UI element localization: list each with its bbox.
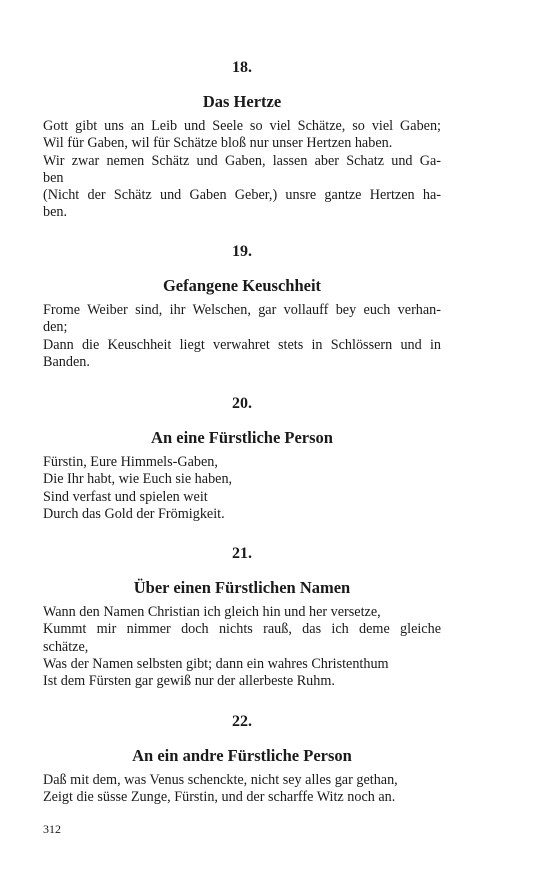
poem-title: Über einen Fürstlichen Namen: [133, 578, 351, 597]
poem-body: [43, 604, 441, 690]
poem-line: Dann die Keuschheit liegt verwahret stets in Schlössern und in: [43, 336, 441, 353]
poem-line: (Nicht der Schätz und Gaben Geber,) unsre gantze Hertzen ha-: [43, 187, 441, 204]
poem-line: Fürstin, Eure Himmels-Gaben,: [43, 454, 218, 470]
poem-body: [43, 118, 441, 222]
poem-line: ben.: [43, 204, 68, 221]
poem-line: Banden.: [43, 353, 90, 370]
poem-title: Das Hertze: [202, 92, 282, 111]
poem-number: 18.: [232, 59, 252, 76]
poem-number: 22.: [232, 713, 252, 730]
poem-line: Wir zwar nemen Schätz und Gaben, lassen aber Schatz und Ga-: [43, 152, 441, 169]
poem-line: ben: [43, 169, 64, 186]
poem-title: An ein andre Fürstliche Person: [132, 746, 352, 765]
poem-number: 21.: [232, 545, 252, 562]
poem-line: Durch das Gold der Frömigkeit.: [43, 505, 225, 522]
poem-line: Kummt mir nimmer doch nichts rauß, das ich deme gleiche: [43, 621, 441, 638]
poem-line: Wil für Gaben, wil für Schätze bloß nur unser Hertzen haben.: [43, 135, 393, 152]
page-number: 312: [43, 822, 61, 836]
poem-title: Gefangene Keuschheit: [162, 276, 322, 295]
poem-line: Wann den Namen Christian ich gleich hin und her versetze,: [43, 604, 381, 620]
poem-number: 20.: [232, 395, 252, 412]
poem-number: 19.: [232, 243, 252, 260]
poem-line: Zeigt die süsse Zunge, Fürstin, und der scharffe Witz noch an.: [43, 789, 396, 806]
poem-line: Sind verfast und spielen weit: [43, 488, 208, 505]
poem-line: den;: [43, 319, 68, 336]
poem-body: [43, 302, 441, 371]
poem-line: Frome Weiber sind, ihr Welschen, gar vollauff bey euch verhan-: [43, 302, 441, 318]
poem-line: schätze,: [43, 638, 89, 655]
poem-line: Die Ihr habt, wie Euch sie haben,: [43, 471, 233, 488]
poem-line: Was der Namen selbsten gibt; dann ein wahres Christenthum: [43, 655, 389, 672]
poem-body: [43, 454, 441, 523]
poem-line: Daß mit dem, was Venus schenckte, nicht sey alles gar gethan,: [43, 772, 398, 788]
poem-line: Gott gibt uns an Leib und Seele so viel Schätze, so viel Gaben;: [43, 118, 441, 134]
poem-title: An eine Fürstliche Person: [151, 428, 333, 447]
poem-line: Ist dem Fürsten gar gewiß nur der allerbeste Ruhm.: [43, 673, 335, 690]
poem-body: [43, 772, 441, 807]
